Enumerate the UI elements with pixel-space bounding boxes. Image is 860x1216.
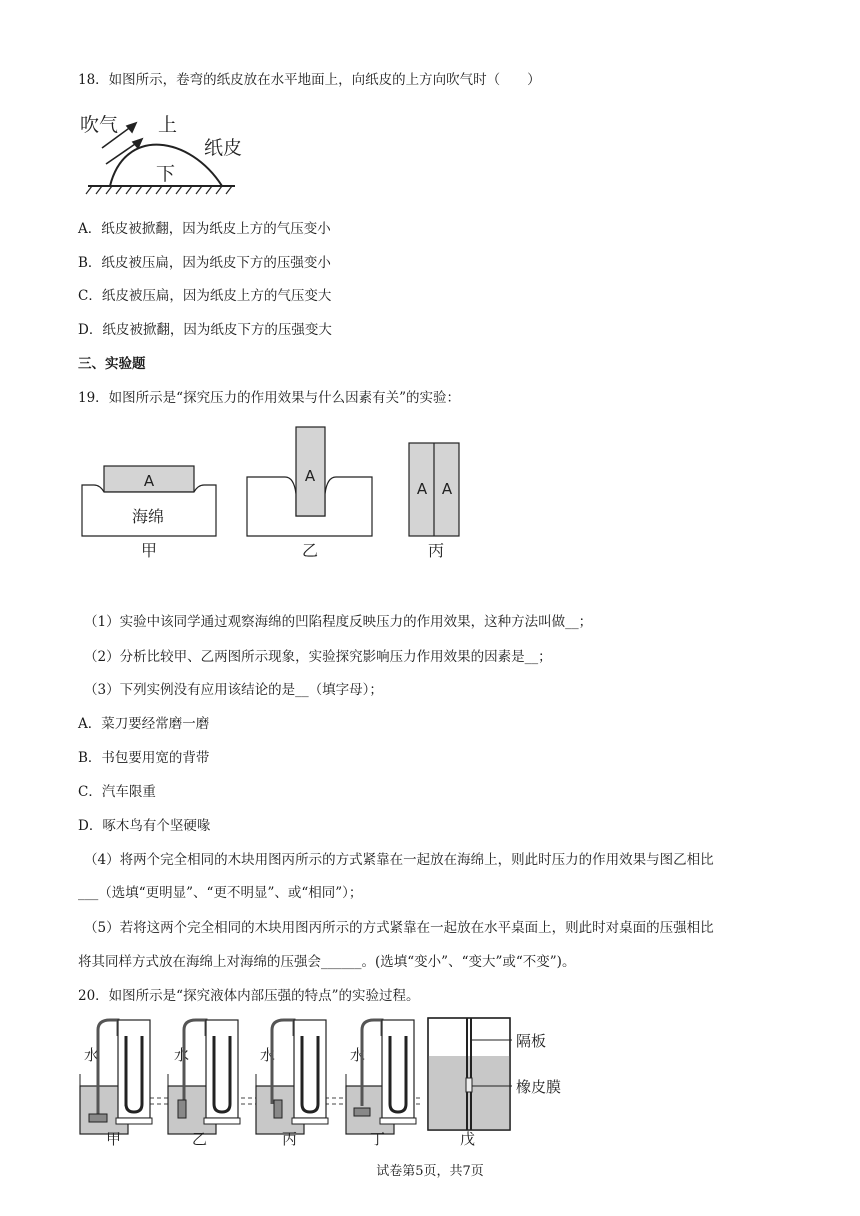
q19-sub5-line2: 将其同样方式放在海绵上对海绵的压强会______。(选填“变小”、“变大”或“不变”)。 — [78, 954, 576, 970]
q18-fig-blow: 吹气 — [80, 114, 119, 136]
section-heading: 三、实验题 — [78, 356, 146, 372]
q19-sub5-line1: （5）若将这两个完全相同的木块用图丙所示的方式紧靠在一起放在水平桌面上，则此时对桌面的压强相比 — [84, 920, 714, 936]
q20-stem: 20．如图所示是“探究液体内部压强的特点”的实验过程。 — [78, 988, 420, 1004]
water-label-bing: 水 — [260, 1046, 276, 1064]
q19-stem: 19．如图所示是“探究压力的作用效果与什么因素有关”的实验： — [78, 390, 460, 406]
q19-option-a: A．菜刀要经常磨一磨 — [78, 716, 210, 732]
q18-option-d: D．纸皮被掀翻，因为纸皮下方的压强变大 — [78, 322, 332, 338]
q20-figure — [76, 1016, 576, 1148]
water-label-jia: 水 — [84, 1046, 100, 1064]
block-a-jia-label: A — [143, 472, 155, 490]
q18-stem: 18．如图所示，卷弯的纸皮放在水平地面上，向纸皮的上方向吹气时（ ） — [78, 72, 541, 88]
q19-figure — [80, 424, 480, 564]
label-ding-20: 丁 — [370, 1130, 386, 1148]
page-footer: 试卷第5页，共7页 — [376, 1164, 484, 1179]
block-a-bing-2: A — [441, 480, 453, 498]
water-label-yi: 水 — [174, 1046, 190, 1064]
label-yi-20: 乙 — [192, 1130, 208, 1148]
partition-label: 隔板 — [516, 1032, 547, 1050]
label-jia: 甲 — [140, 541, 158, 560]
label-yi: 乙 — [301, 541, 319, 560]
membrane-label: 橡皮膜 — [516, 1078, 562, 1096]
block-a-yi-label: A — [304, 467, 316, 485]
q19-sub3: （3）下列实例没有应用该结论的是__（填字母）； — [84, 682, 383, 698]
apparatus-ding — [346, 1020, 416, 1148]
q19-option-d: D．啄木鸟有个坚硬喙 — [78, 818, 211, 834]
q18-option-c: C．纸皮被压扁，因为纸皮上方的气压变大 — [78, 288, 332, 304]
apparatus-yi — [168, 1020, 240, 1148]
q19-sub4-line1: （4）将两个完全相同的木块用图丙所示的方式紧靠在一起放在海绵上，则此时压力的作用效果与图乙相比 — [84, 852, 714, 868]
label-wu-20: 戊 — [460, 1130, 476, 1148]
q19-option-c: C．汽车限重 — [78, 784, 156, 800]
block-a-bing-1: A — [416, 480, 428, 498]
q19-sub1: （1）实验中该同学通过观察海绵的凹陷程度反映压力的作用效果，这种方法叫做__； — [84, 614, 593, 630]
q19-option-b: B．书包要用宽的背带 — [78, 750, 210, 766]
q18-fig-paper: 纸皮 — [204, 137, 243, 159]
apparatus-jia — [80, 1020, 152, 1148]
apparatus-wu — [428, 1018, 561, 1148]
label-bing: 丙 — [427, 541, 445, 560]
q18-fig-down: 下 — [156, 163, 176, 185]
water-label-ding: 水 — [350, 1046, 366, 1064]
label-bing-20: 丙 — [282, 1130, 298, 1148]
ground-hatch — [86, 186, 232, 194]
label-jia-20: 甲 — [106, 1130, 122, 1148]
q19-sub2: （2）分析比较甲、乙两图所示现象，实验探究影响压力作用效果的因素是__； — [84, 649, 552, 665]
sponge-label: 海绵 — [131, 507, 165, 526]
q18-option-b: B．纸皮被压扁，因为纸皮下方的压强变小 — [78, 255, 331, 271]
q19-sub4-line2: ___（选填“更明显”、“更不明显”、或“相同”）； — [78, 885, 363, 901]
q18-fig-up: 上 — [158, 114, 178, 136]
apparatus-bing — [256, 1020, 328, 1148]
q18-option-a: A．纸皮被掀翻，因为纸皮上方的气压变小 — [78, 221, 331, 237]
q18-figure — [80, 106, 255, 198]
